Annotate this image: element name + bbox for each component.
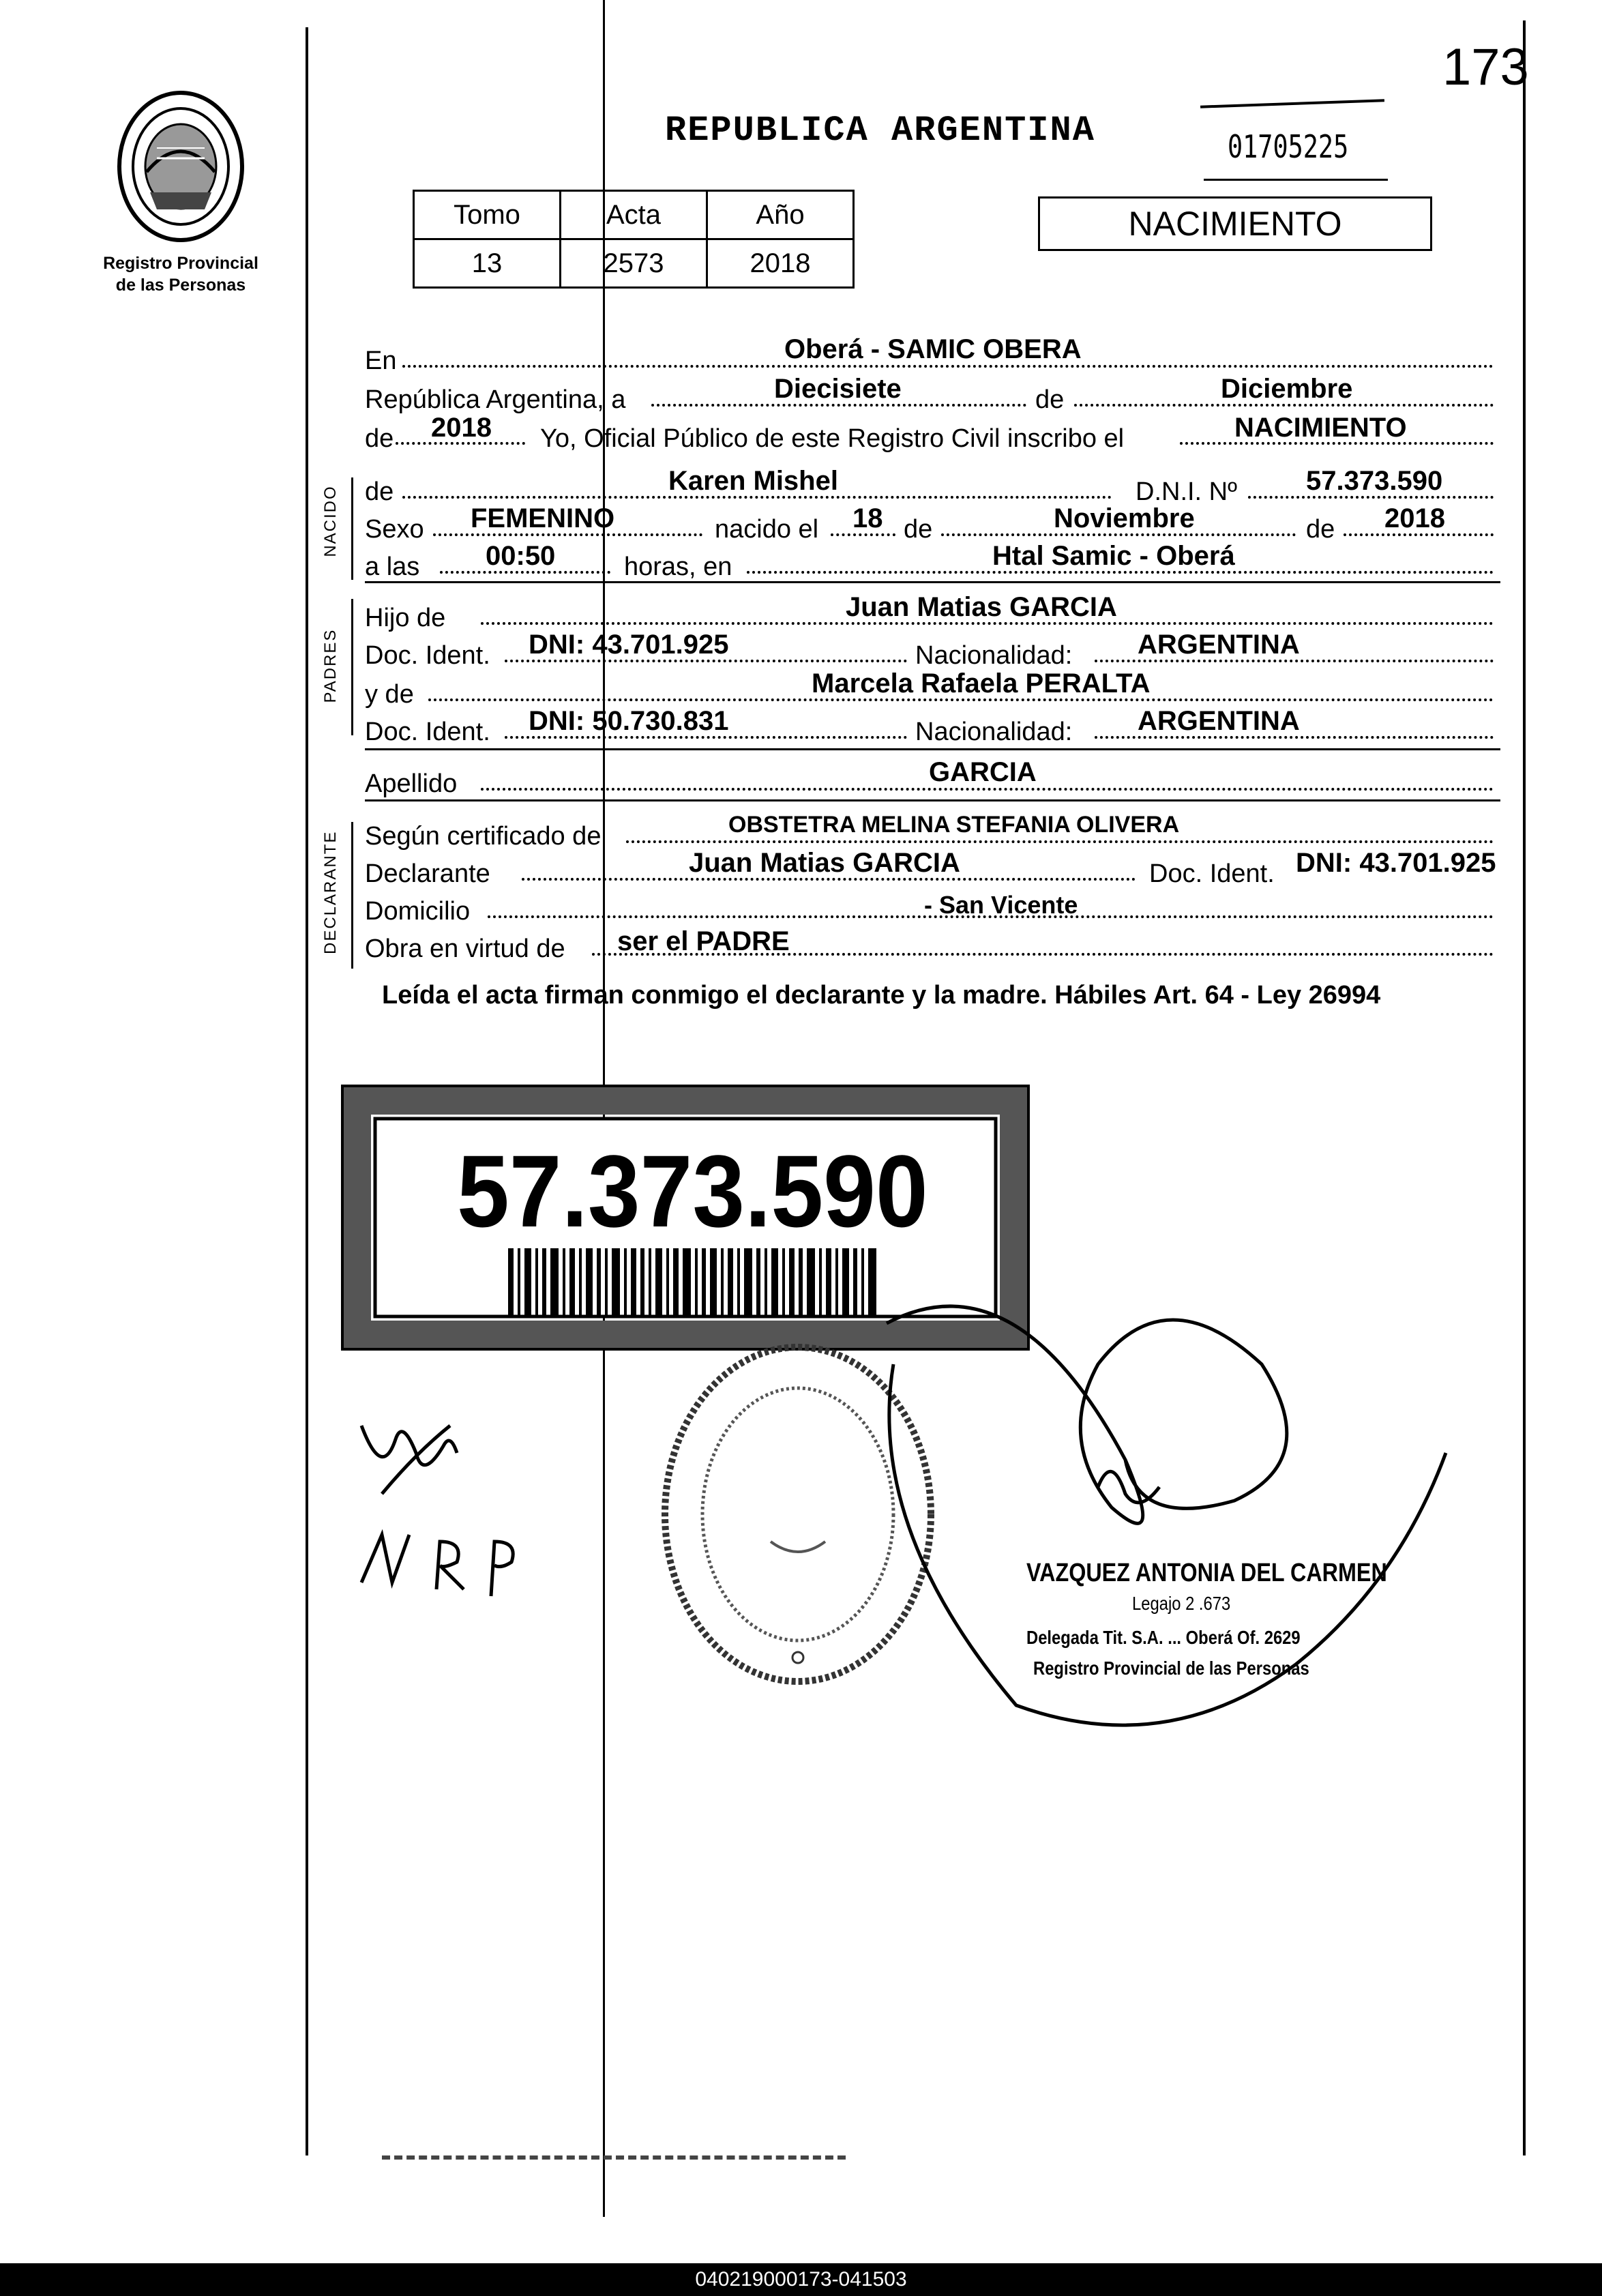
- en-label: En: [365, 347, 397, 375]
- seal-caption-line1: Registro Provincial: [103, 254, 258, 273]
- dni-stamp-number: 57.373.590: [457, 1134, 928, 1248]
- padres-separator: [365, 748, 1500, 750]
- domicilio-label: Domicilio: [365, 897, 471, 926]
- domicilio-value: - San Vicente: [924, 891, 1078, 919]
- page-title: REPUBLICA ARGENTINA: [665, 111, 1095, 151]
- signatory-registry: Registro Provincial de las Personas: [1033, 1658, 1309, 1679]
- signature-scribble-icon: [880, 1282, 1480, 1760]
- barcode-icon: [508, 1248, 880, 1316]
- record-type-box: NACIMIENTO: [1038, 196, 1432, 251]
- closing-note: Leída el acta firman conmigo el declarante y la madre. Hábiles Art. 64 - Ley 26994: [382, 981, 1381, 1010]
- month-value: Diciembre: [1221, 374, 1353, 404]
- seal-caption: [78, 252, 283, 296]
- birth-place-value: Htal Samic - Oberá: [992, 541, 1235, 571]
- dni-label: D.N.I. Nº: [1136, 477, 1237, 506]
- mother-nac-label: Nacionalidad:: [915, 718, 1073, 746]
- segun-label: Según certificado de: [365, 822, 602, 851]
- declarante-value: Juan Matias GARCIA: [689, 848, 960, 878]
- de-year-label: de: [365, 424, 394, 453]
- nacido-bracket: [351, 477, 353, 580]
- declarante-section-label: DECLARANTE: [321, 830, 340, 954]
- mother-doc-value: DNI: 50.730.831: [529, 706, 729, 736]
- serial-number: 01705225: [1228, 128, 1349, 165]
- hijo-de-label: Hijo de: [365, 604, 446, 632]
- father-name-value: Juan Matias GARCIA: [846, 592, 1117, 622]
- registry-value-anio: 2018: [707, 239, 854, 288]
- left-margin-line: [306, 27, 308, 2155]
- nacido-de-label: de: [365, 477, 394, 506]
- year-value: 2018: [431, 413, 492, 443]
- declarant-signature-icon: [355, 1412, 464, 1507]
- signatory-legajo: Legajo 2 .673: [1132, 1593, 1231, 1614]
- father-doc-label: Doc. Ident.: [365, 641, 490, 670]
- faded-footer-line: [382, 2155, 846, 2160]
- en-dotted-line: [402, 365, 1494, 368]
- signatory-office: Delegada Tit. S.A. ... Oberá Of. 2629: [1026, 1627, 1301, 1648]
- nacido-separator: [365, 581, 1500, 583]
- birth-de-year-label: de: [1306, 515, 1335, 544]
- page-number: 173: [1442, 38, 1529, 96]
- segun-value: OBSTETRA MELINA STEFANIA OLIVERA: [728, 812, 1180, 838]
- yo-text: Yo, Oficial Público de este Registro Civil inscribo el: [540, 424, 1125, 453]
- obra-value: ser el PADRE: [617, 926, 790, 956]
- mother-name-value: Marcela Rafaela PERALTA: [812, 668, 1151, 698]
- horas-label: horas, en: [624, 553, 732, 581]
- mother-nac-value: ARGENTINA: [1138, 706, 1300, 736]
- provincial-seal-icon: [116, 90, 246, 247]
- father-nac-label: Nacionalidad:: [915, 641, 1073, 670]
- sexo-label: Sexo: [365, 515, 424, 544]
- declarante-label: Declarante: [365, 859, 490, 888]
- birth-day-value: 18: [852, 503, 883, 533]
- sexo-value: FEMENINO: [471, 503, 615, 533]
- registry-header-acta: Acta: [561, 191, 707, 239]
- registry-table: [413, 190, 855, 289]
- inscribo-value: NACIMIENTO: [1234, 413, 1407, 443]
- apellido-dotted-line: [481, 788, 1494, 791]
- en-value: Oberá - SAMIC OBERA: [784, 334, 1082, 364]
- registry-header-anio: Año: [707, 191, 854, 239]
- segun-dotted-line: [626, 840, 1494, 843]
- declarante-bracket: [351, 822, 353, 969]
- child-dni-value: 57.373.590: [1306, 466, 1443, 496]
- serial-top-line: [1200, 99, 1384, 108]
- right-margin-line: [1523, 20, 1526, 2155]
- nacido-section-label: NACIDO: [321, 485, 340, 557]
- y-de-label: y de: [365, 680, 414, 709]
- footer-code: 040219000173-041503: [695, 2268, 907, 2291]
- apellido-separator: [365, 799, 1500, 801]
- nacido-el-label: nacido el: [715, 515, 819, 544]
- republica-label: República Argentina, a: [365, 385, 626, 414]
- birth-de-label: de: [904, 515, 933, 544]
- padres-section-label: PADRES: [321, 628, 340, 703]
- declarante-doc-label: Doc. Ident.: [1149, 859, 1275, 888]
- registry-value-tomo: 13: [414, 239, 561, 288]
- serial-bottom-line: [1204, 179, 1388, 181]
- day-value: Diecisiete: [774, 374, 902, 404]
- father-doc-value: DNI: 43.701.925: [529, 630, 729, 660]
- birth-month-value: Noviembre: [1054, 503, 1195, 533]
- seal-caption-line2: de las Personas: [115, 276, 246, 295]
- a-las-label: a las: [365, 553, 420, 581]
- obra-label: Obra en virtud de: [365, 934, 565, 963]
- mother-doc-label: Doc. Ident.: [365, 718, 490, 746]
- signatory-name: VAZQUEZ ANTONIA DEL CARMEN: [1026, 1559, 1387, 1587]
- declarante-doc-value: DNI: 43.701.925: [1296, 848, 1496, 878]
- father-nac-value: ARGENTINA: [1138, 630, 1300, 660]
- registry-value-acta: 2573: [561, 239, 707, 288]
- registry-header-tomo: Tomo: [414, 191, 561, 239]
- de-label: de: [1035, 385, 1065, 414]
- apellido-label: Apellido: [365, 769, 458, 798]
- apellido-value: GARCIA: [929, 757, 1037, 787]
- birth-year-value: 2018: [1384, 503, 1445, 533]
- mother-initials-icon: [355, 1521, 525, 1610]
- padres-bracket: [351, 599, 353, 735]
- birth-time-value: 00:50: [486, 541, 556, 571]
- child-name-value: Karen Mishel: [668, 466, 838, 496]
